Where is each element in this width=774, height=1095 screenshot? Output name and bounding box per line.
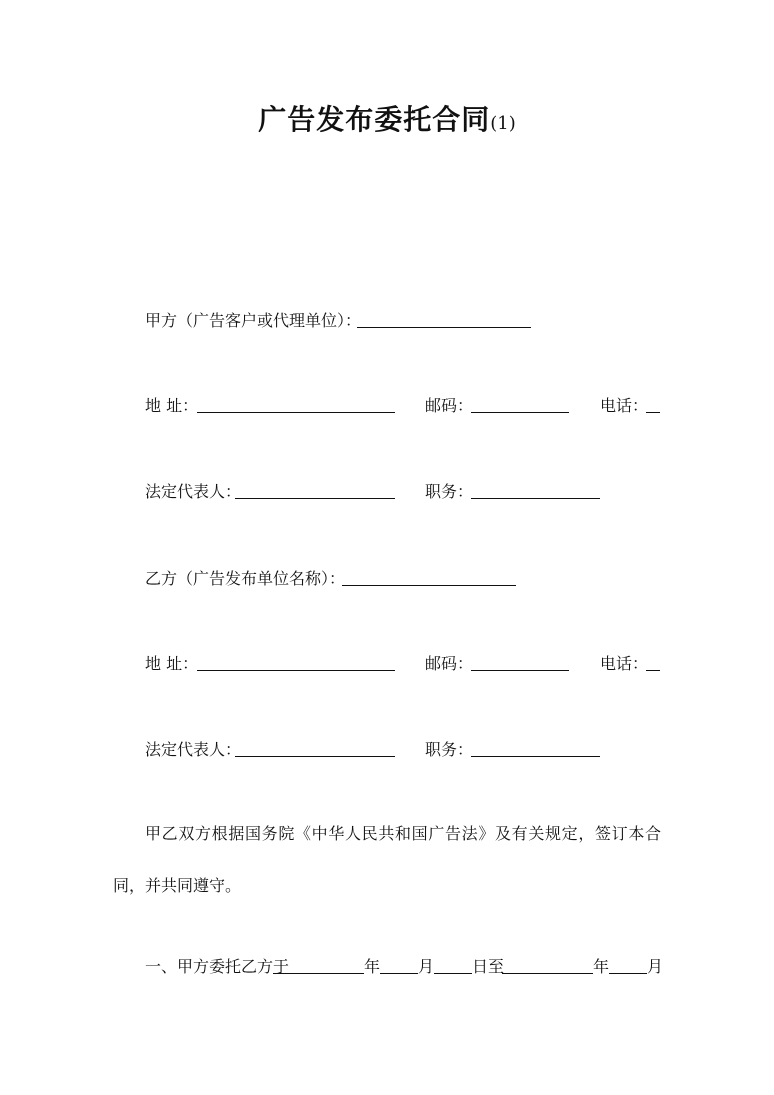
preamble-paragraph: 甲乙双方根据国务院《中华人民共和国广告法》及有关规定，签订本合同，并共同遵守。 <box>113 824 661 895</box>
party-a-label: 甲方（广告客户或代理单位）： <box>145 311 362 330</box>
clause-1-day-to-label: 日至 <box>472 957 505 976</box>
party-b-label: 乙方（广告发布单位名称）： <box>145 569 346 588</box>
party-a-line <box>0 308 774 334</box>
clause-1-line <box>0 954 774 980</box>
party-b-phone-field[interactable] <box>646 651 660 677</box>
party-b-address-field[interactable] <box>197 651 395 677</box>
clause-1-year-label: 年 <box>364 957 381 976</box>
party-b-position-field[interactable] <box>471 737 600 763</box>
party-a-position-label: 职务： <box>425 482 474 501</box>
clause-1-start-day-field[interactable] <box>434 954 472 980</box>
clause-1-end-year-field[interactable] <box>502 954 593 980</box>
party-a-phone-field[interactable] <box>646 393 660 419</box>
party-a-rep-label: 法定代表人： <box>145 482 242 501</box>
clause-1-end-month-field[interactable] <box>609 954 647 980</box>
party-b-position-label: 职务： <box>425 740 474 759</box>
clause-1-start-month-field[interactable] <box>380 954 418 980</box>
party-b-zip-label: 邮码： <box>425 654 474 673</box>
clause-1-year2-label: 年 <box>593 957 610 976</box>
document-title <box>0 100 774 144</box>
party-a-contact-line <box>0 393 774 419</box>
party-b-name-field[interactable] <box>342 566 516 592</box>
party-b-line <box>0 566 774 592</box>
party-b-zip-field[interactable] <box>471 651 569 677</box>
party-a-name-field[interactable] <box>357 308 531 334</box>
party-a-zip-field[interactable] <box>471 393 569 419</box>
title-suffix: (1) <box>490 113 516 134</box>
clause-1-month-label: 月 <box>418 957 435 976</box>
party-a-phone-label: 电话： <box>600 396 649 415</box>
party-b-address-label: 地 址： <box>145 654 199 673</box>
party-b-rep-line <box>0 737 774 763</box>
party-a-zip-label: 邮码： <box>425 396 474 415</box>
party-a-rep-field[interactable] <box>235 479 395 505</box>
party-b-rep-label: 法定代表人： <box>145 740 242 759</box>
party-b-phone-label: 电话： <box>600 654 649 673</box>
party-b-rep-field[interactable] <box>235 737 395 763</box>
clause-1-month2-label: 月 <box>647 957 664 976</box>
clause-1-prefix: 一、甲方委托乙方于 <box>145 957 290 976</box>
party-a-address-field[interactable] <box>197 393 395 419</box>
party-a-position-field[interactable] <box>471 479 600 505</box>
party-a-rep-line <box>0 479 774 505</box>
party-a-address-label: 地 址： <box>145 396 199 415</box>
title-main: 广告发布委托合同 <box>258 103 491 136</box>
party-b-contact-line <box>0 651 774 677</box>
clause-1-start-year-field[interactable] <box>273 954 364 980</box>
